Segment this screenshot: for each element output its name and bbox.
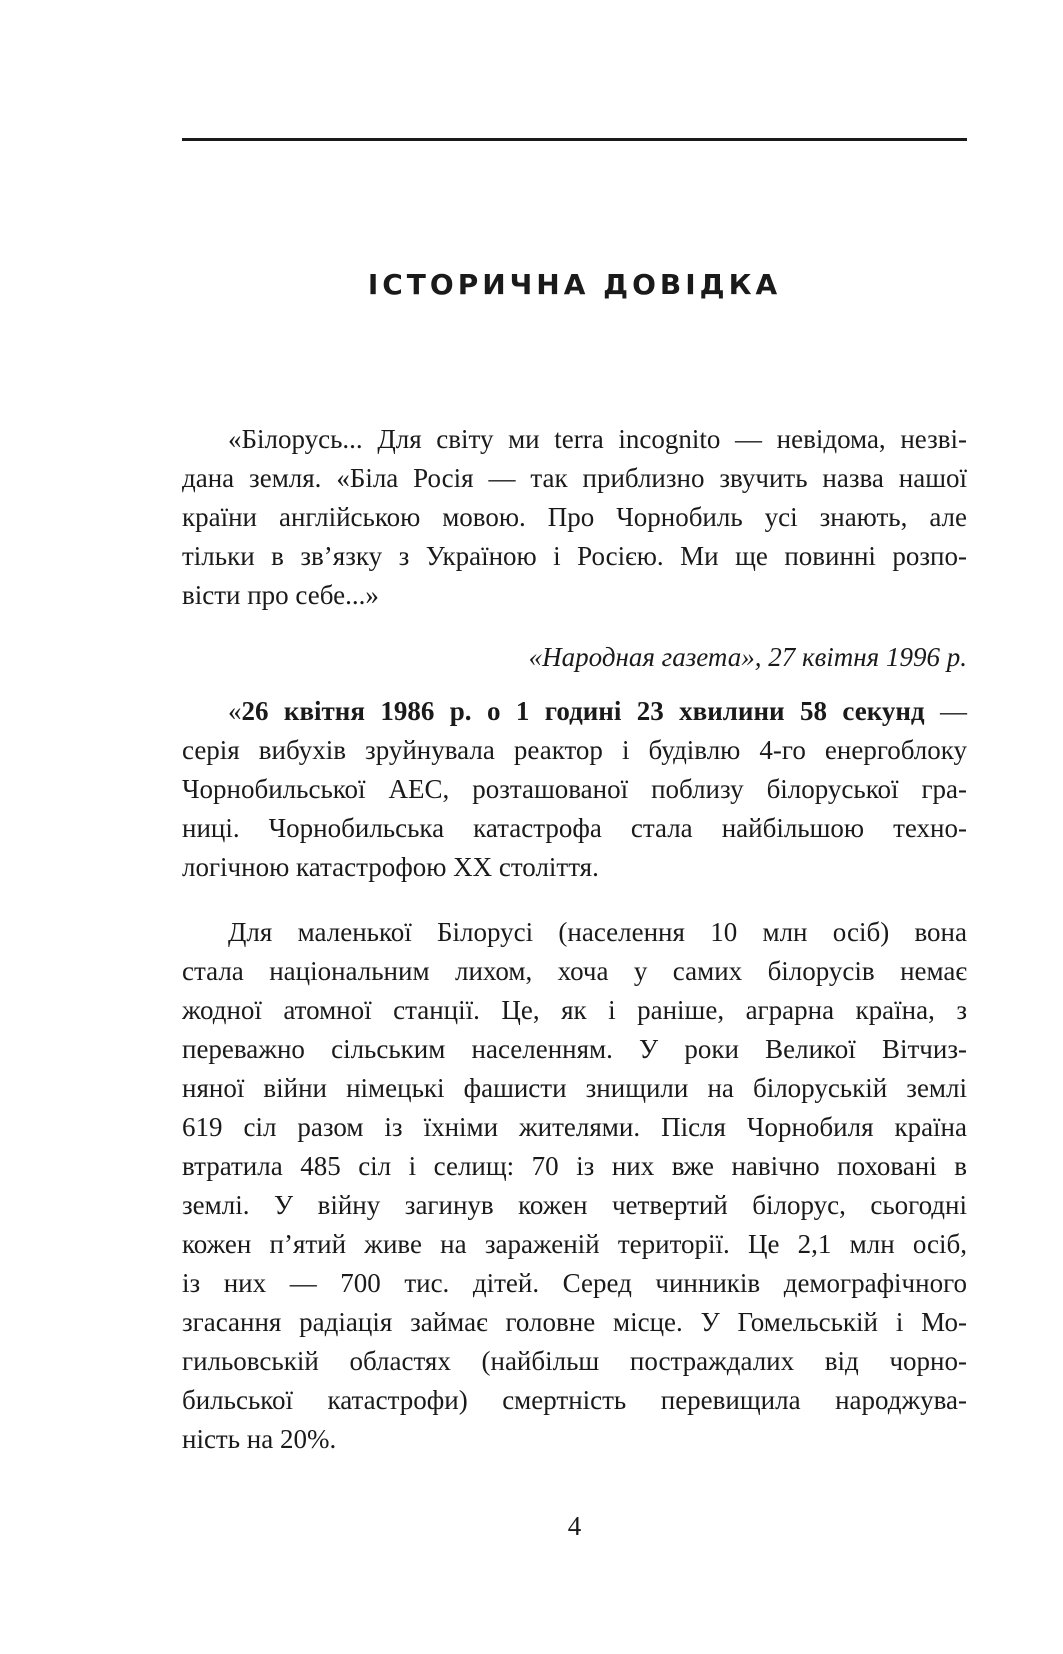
event-date-bold: 26 квітня 1986 р. о 1 годині 23 хвилини 58 секунд [241, 696, 925, 726]
event-line: Чорнобильської АЕС, розташованої поблизу білоруської гра- [182, 774, 967, 804]
event-line: логічною катастрофою ХХ століття. [182, 852, 599, 882]
belarus-line: жодної атомної станції. Це, як і раніше, аграрна країна, з [182, 995, 967, 1025]
event-lead-line [182, 692, 967, 731]
quote-line: «Білорусь... Для світу ми terra incognito — невідома, незві- [228, 424, 967, 454]
top-rule [182, 138, 967, 141]
quote-citation: «Народная газета», 27 квітня 1996 р. [528, 642, 967, 672]
belarus-paragraph [182, 913, 967, 1459]
belarus-line: кожен п’ятий живе на зараженій території. Це 2,1 млн осіб, [182, 1229, 967, 1259]
belarus-line: переважно сільським населенням. У роки Великої Вітчиз- [182, 1034, 967, 1064]
belarus-line: Для маленької Білорусі (населення 10 млн осіб) вона [228, 917, 967, 947]
belarus-line: землі. У війну загинув кожен четвертий білорус, сьогодні [182, 1190, 967, 1220]
belarus-line: бильської катастрофи) смертність перевищила народжува- [182, 1385, 967, 1415]
belarus-line: згасання радіація займає головне місце. У Гомельській і Мо- [182, 1307, 967, 1337]
quote-line: вісти про себе...» [182, 580, 379, 610]
page-number: 4 [567, 1511, 582, 1541]
belarus-line: із них — 700 тис. дітей. Серед чинників демографічного [182, 1268, 967, 1298]
page-heading: ІСТОРИЧНА ДОВІДКА [367, 268, 782, 301]
event-paragraph [182, 692, 967, 887]
belarus-line: гильовській областях (найбільш постраждалих від чорно- [182, 1346, 967, 1376]
quote-paragraph [182, 420, 967, 615]
quote-line: дана земля. «Біла Росія — так приблизно звучить назва нашої [182, 463, 967, 493]
belarus-line: няної війни німецькі фашисти знищили на білоруській землі [182, 1073, 967, 1103]
belarus-line: ність на 20%. [182, 1424, 337, 1454]
belarus-line: 619 сіл разом із їхніми жителями. Після Чорнобиля країна [182, 1112, 967, 1142]
open-quote: « [228, 696, 242, 726]
quote-line: тільки в зв’язку з Україною і Росією. Ми ще повинні розпо- [182, 541, 967, 571]
event-line: серія вибухів зруйнувала реактор і будівлю 4-го енергоблоку [182, 735, 967, 765]
event-lead-dash: — [924, 696, 967, 726]
belarus-line: втратила 485 сіл і селищ: 70 із них вже навічно поховані в [182, 1151, 967, 1181]
event-line: ниці. Чорнобильська катастрофа стала найбільшою техно- [182, 813, 967, 843]
quote-line: країни англійською мовою. Про Чорнобиль усі знають, але [182, 502, 967, 532]
belarus-line: стала національним лихом, хоча у самих білорусів немає [182, 956, 967, 986]
